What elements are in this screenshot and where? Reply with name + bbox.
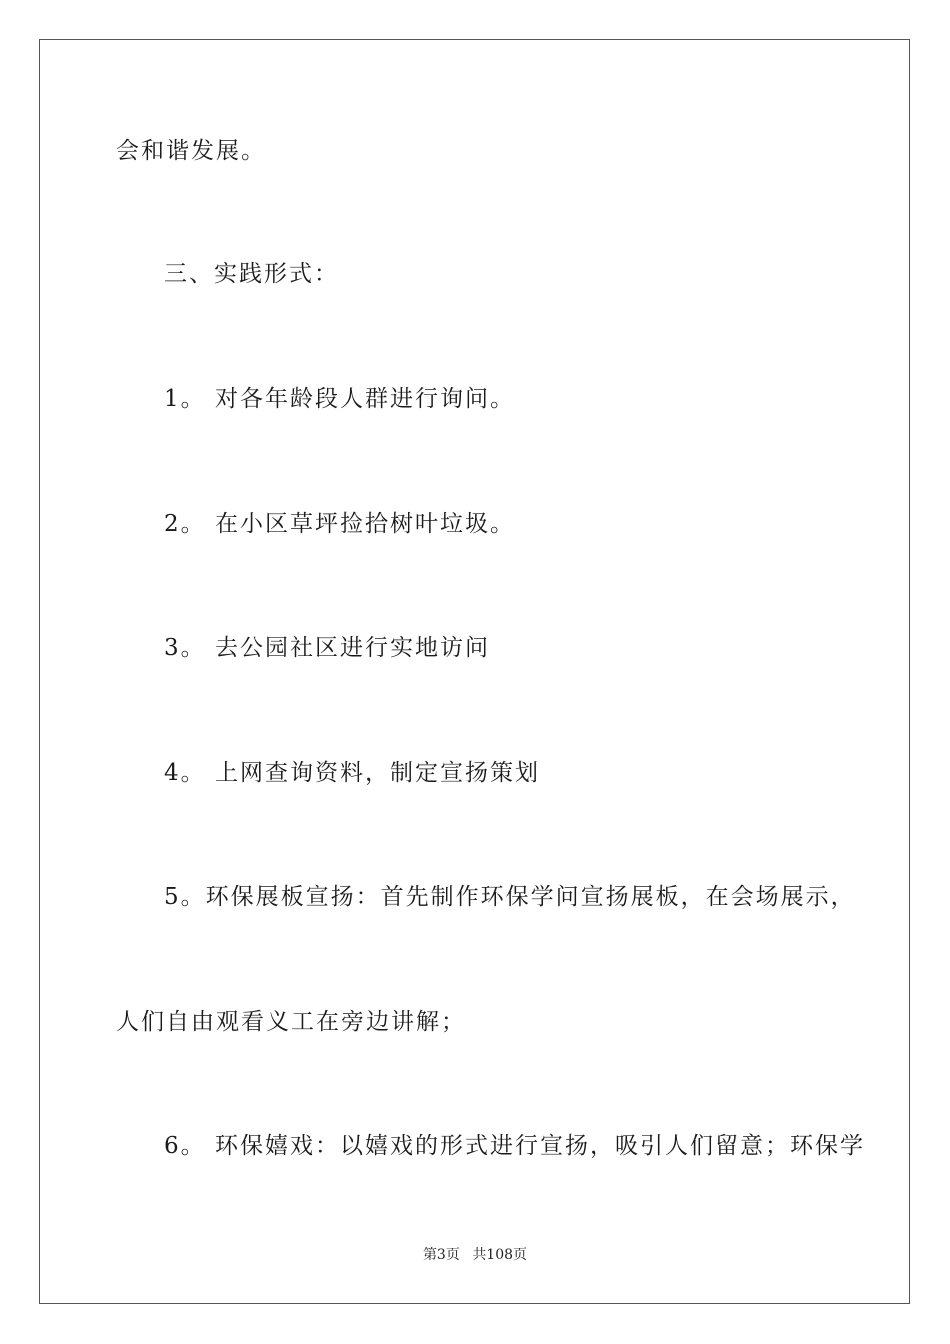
list-item: 2。 在小区草坪捡拾树叶垃圾。 xyxy=(164,511,515,537)
list-item: 6。 环保嬉戏：以嬉戏的形式进行宣扬，吸引人们留意；环保学 xyxy=(164,1133,865,1159)
page-total: 共108页 xyxy=(472,1247,528,1263)
section-heading: 三、实践形式： xyxy=(164,261,339,287)
page-number: 第3页 xyxy=(422,1247,460,1263)
body-line: 会和谐发展。 xyxy=(116,138,266,164)
list-item: 1。 对各年龄段人群进行询问。 xyxy=(164,386,515,412)
list-item: 3。 去公园社区进行实地访问 xyxy=(164,635,490,661)
list-item: 5。环保展板宣扬：首先制作环保学问宣扬展板，在会场展示， xyxy=(164,884,856,910)
page-border xyxy=(39,39,910,1304)
list-item: 4。 上网查询资料，制定宣扬策划 xyxy=(164,760,540,786)
page-footer xyxy=(0,1244,950,1264)
body-line: 人们自由观看义工在旁边讲解； xyxy=(116,1009,466,1035)
